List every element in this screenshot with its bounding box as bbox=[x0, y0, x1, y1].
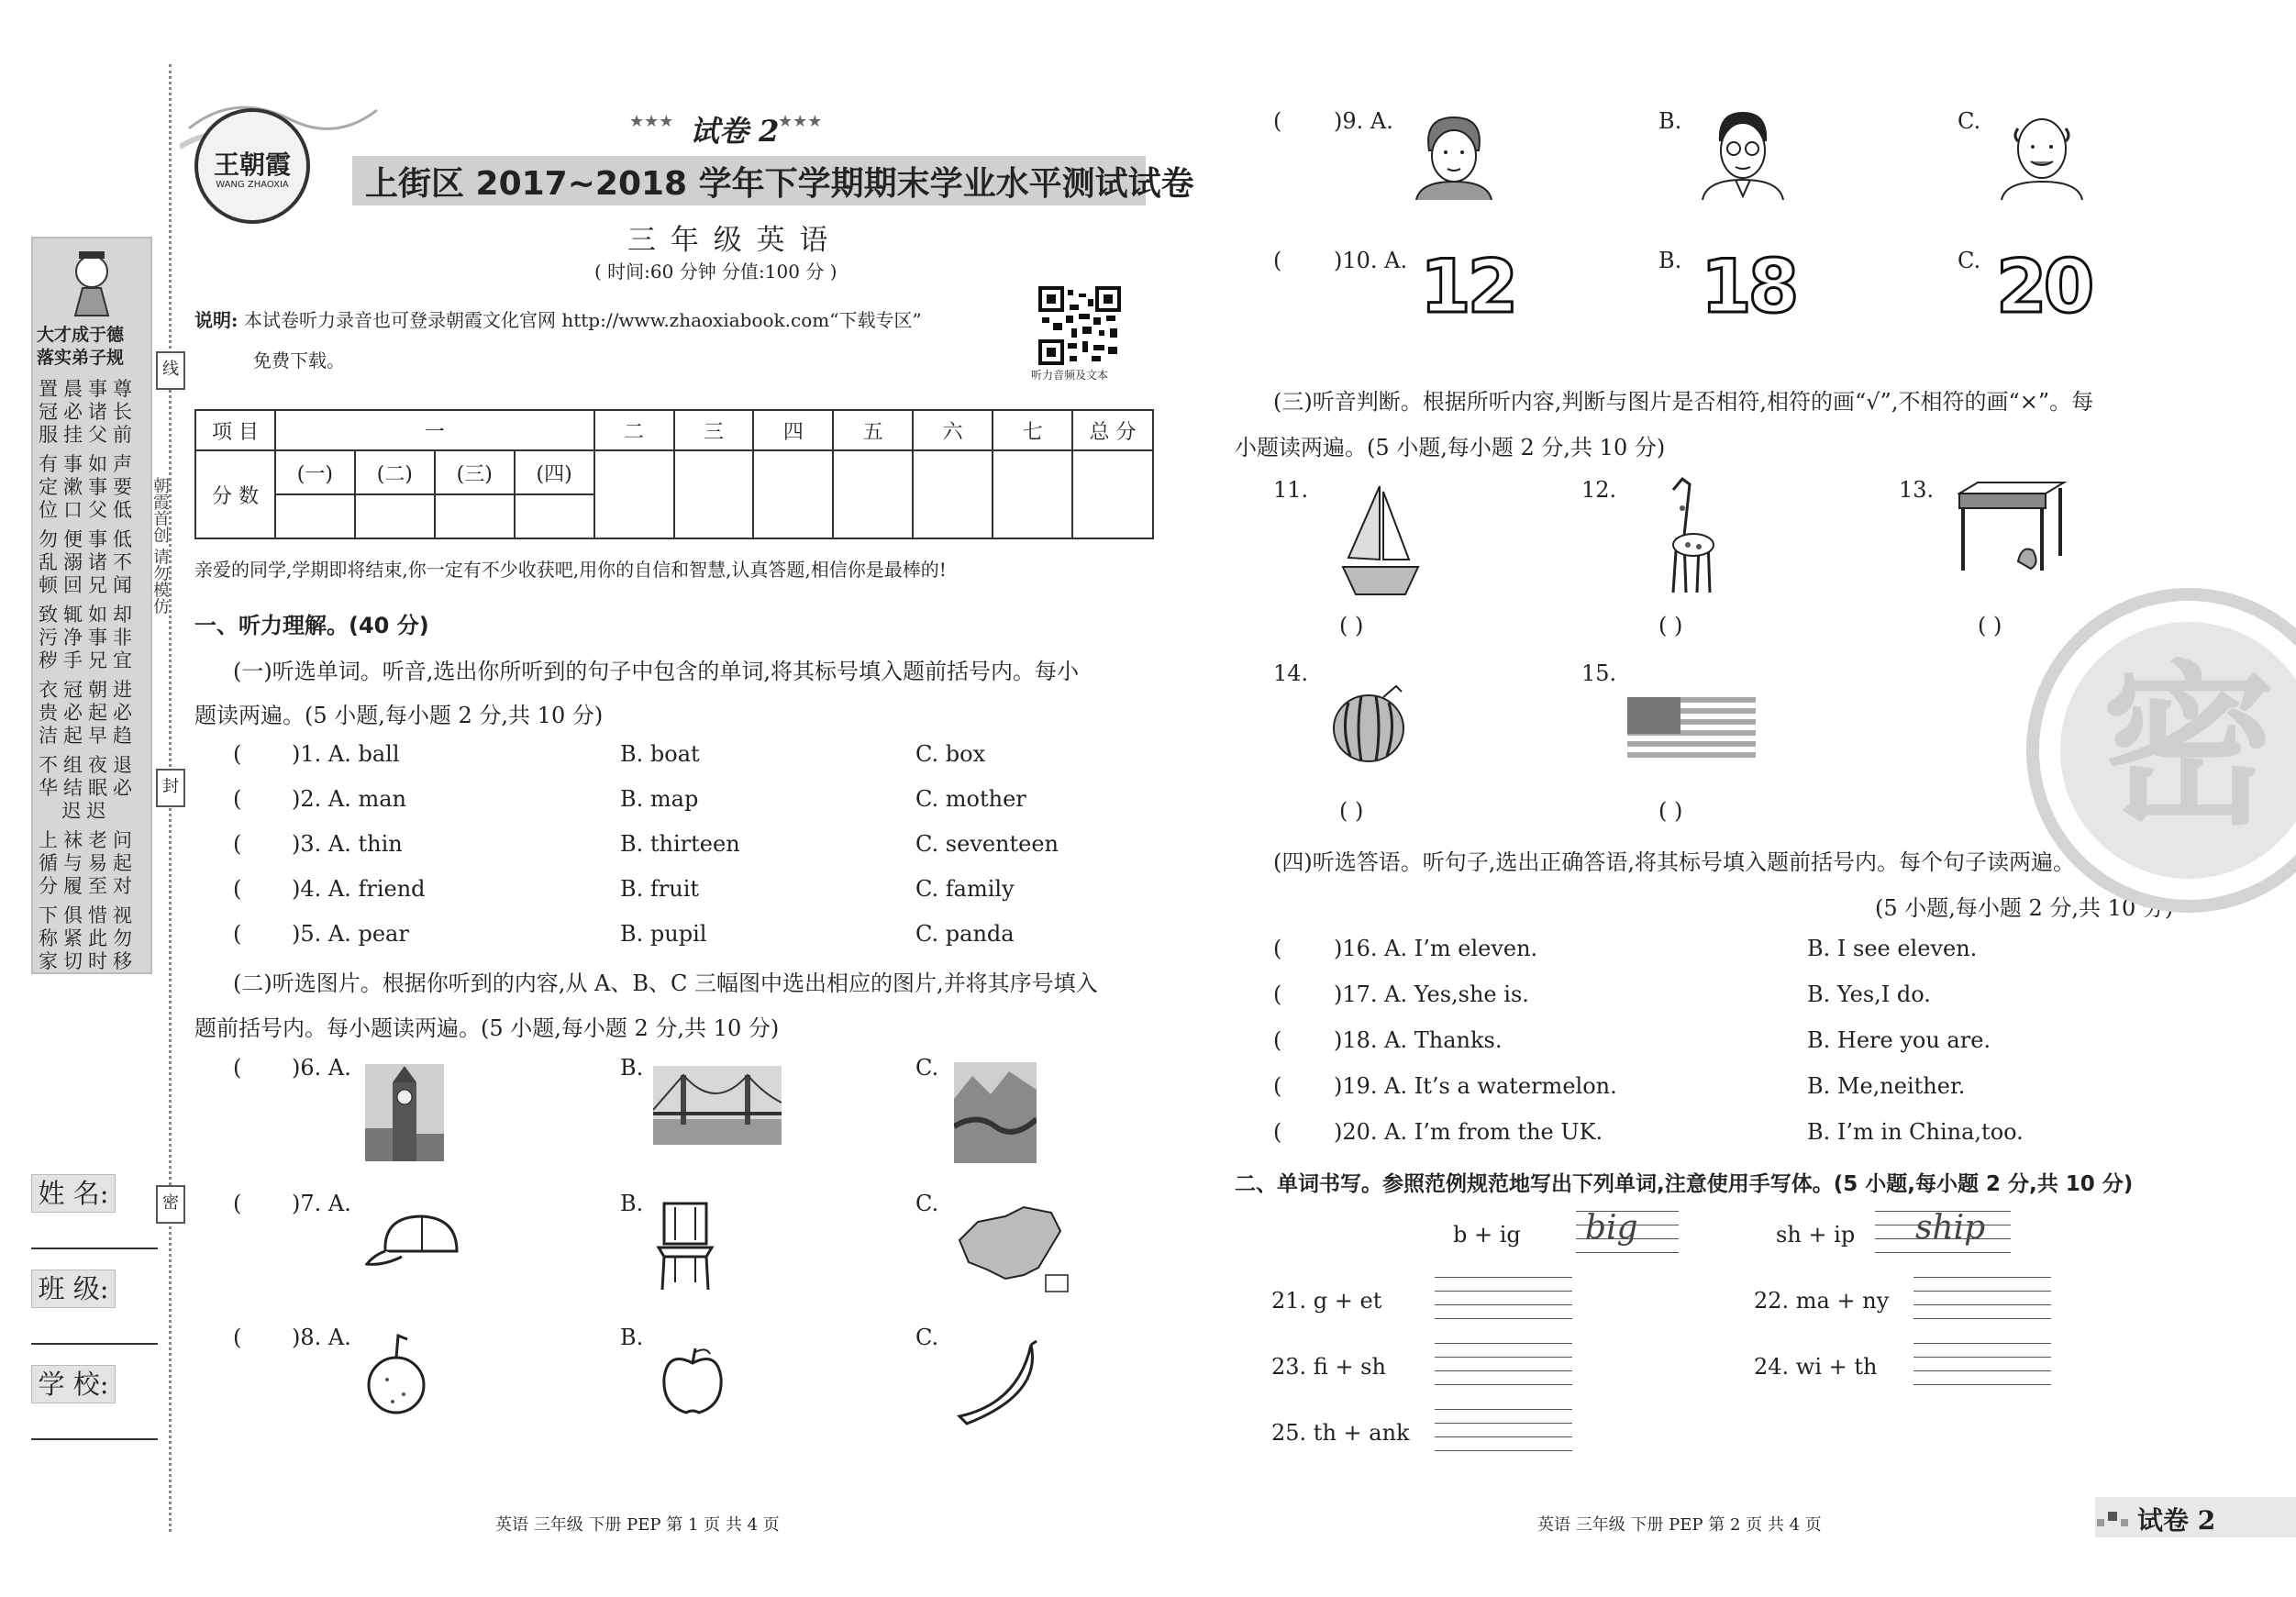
score-cell[interactable] bbox=[355, 494, 435, 538]
logo-subtext: WANG ZHAOXIA bbox=[216, 180, 289, 190]
score-row-label: 分 数 bbox=[195, 450, 275, 538]
name-field[interactable] bbox=[31, 1248, 158, 1249]
open-paren: ( bbox=[233, 921, 242, 947]
open-paren: ( bbox=[1273, 248, 1282, 273]
motto-line: 位口父低 bbox=[39, 499, 138, 521]
orange-icon[interactable] bbox=[365, 1330, 429, 1422]
writing-guide-line bbox=[1875, 1211, 2011, 1212]
motto-line: 不组夜退 bbox=[39, 754, 138, 776]
open-paren: ( bbox=[1273, 1027, 1282, 1053]
motto-line: 服挂父前 bbox=[39, 424, 138, 446]
answer-paren-11[interactable]: ( ) bbox=[1339, 613, 1364, 638]
subject-title: 三 年 级 英 语 bbox=[627, 224, 831, 257]
secret-seal-watermark-icon bbox=[2022, 587, 2296, 914]
q8-option-a-label: )8. A. bbox=[292, 1325, 351, 1350]
example-2-lines bbox=[1875, 1211, 2011, 1255]
item-24-prompt: 24. wi + th bbox=[1754, 1354, 1878, 1380]
writing-guide-line bbox=[1435, 1318, 1572, 1319]
class-field[interactable] bbox=[31, 1343, 158, 1345]
writing-guide-line bbox=[1435, 1409, 1572, 1410]
q1-option-c[interactable]: C. box bbox=[915, 741, 986, 767]
name-label: 姓 名: bbox=[31, 1174, 116, 1213]
giraffe-icon[interactable] bbox=[1657, 471, 1721, 596]
section4-instructions-1: (四)听选答语。听句子,选出正确答语,将其标号填入题前括号内。每个句子读两遍。 bbox=[1273, 849, 2075, 875]
apple-icon[interactable] bbox=[659, 1345, 727, 1418]
q2-option-a[interactable]: )2. A. man bbox=[292, 786, 407, 812]
open-paren: ( bbox=[1273, 1119, 1282, 1145]
q4-option-c[interactable]: C. family bbox=[915, 876, 1015, 902]
item-21-lines[interactable] bbox=[1435, 1277, 1572, 1321]
item-22-lines[interactable] bbox=[1913, 1277, 2051, 1321]
big-ben-photo-icon[interactable] bbox=[365, 1064, 444, 1161]
grandma-icon[interactable] bbox=[1411, 114, 1497, 200]
cut-mark-line: 线 bbox=[156, 351, 185, 390]
motto-panel bbox=[31, 237, 152, 974]
writing-guide-line bbox=[1435, 1304, 1572, 1305]
motto-line: 勿便事低 bbox=[39, 528, 138, 550]
note-label: 说明: bbox=[194, 309, 238, 331]
q9-option-b-label: B. bbox=[1658, 108, 1682, 134]
writing-guide-line bbox=[1913, 1370, 2051, 1371]
q2-option-b[interactable]: B. map bbox=[620, 786, 699, 812]
writing-guide-line bbox=[1913, 1384, 2051, 1385]
school-field[interactable] bbox=[31, 1438, 158, 1440]
q6-option-c-label: C. bbox=[915, 1055, 939, 1081]
motto-line: 秽手兄宜 bbox=[39, 649, 138, 671]
q18-option-b[interactable]: B. Here you are. bbox=[1807, 1027, 1991, 1053]
desk-icon[interactable] bbox=[1958, 481, 2068, 572]
score-cell[interactable] bbox=[594, 450, 674, 538]
writing-guide-line bbox=[1435, 1291, 1572, 1292]
open-paren: ( bbox=[1273, 936, 1282, 961]
score-cell[interactable] bbox=[1072, 450, 1153, 538]
paper-badge bbox=[2095, 1497, 2296, 1537]
q11-number: 11. bbox=[1273, 477, 1309, 503]
motto-line: 迟迟 bbox=[39, 800, 112, 822]
great-wall-photo-icon[interactable] bbox=[954, 1062, 1037, 1163]
example-1-lines bbox=[1576, 1211, 1679, 1255]
number-option-a[interactable]: 12 bbox=[1420, 244, 1515, 329]
header-cell-part5: 五 bbox=[833, 410, 913, 450]
q12-number: 12. bbox=[1581, 477, 1617, 503]
writing-guide-line bbox=[1435, 1423, 1572, 1424]
writing-guide-line bbox=[1576, 1252, 1679, 1253]
motto-line: 致辄如却 bbox=[39, 604, 138, 626]
answer-paren-14[interactable]: ( ) bbox=[1339, 798, 1364, 824]
q9-option-c-label: C. bbox=[1958, 108, 1981, 134]
q13-number: 13. bbox=[1899, 477, 1935, 503]
q6-option-a-label: )6. A. bbox=[292, 1055, 351, 1081]
writing-guide-line bbox=[1435, 1450, 1572, 1451]
motto-line: 洁起早趋 bbox=[39, 725, 138, 747]
section3-instructions-1: (三)听音判断。根据所听内容,判断与图片是否相符,相符的画“√”,不相符的画“×”。每 bbox=[1273, 389, 2094, 415]
q7-option-a-label: )7. A. bbox=[292, 1191, 351, 1216]
q8-option-b-label: B. bbox=[620, 1325, 644, 1350]
q20-option-a[interactable]: )20. A. I’m from the UK. bbox=[1334, 1119, 1603, 1145]
score-table bbox=[194, 409, 1154, 539]
writing-guide-line bbox=[1913, 1277, 2051, 1278]
sailboat-icon[interactable] bbox=[1339, 482, 1422, 598]
open-paren: ( bbox=[233, 1191, 242, 1216]
answer-paren-13[interactable]: ( ) bbox=[1978, 613, 2002, 638]
q7-option-b-label: B. bbox=[620, 1191, 644, 1216]
note-text-2: 免费下载。 bbox=[253, 349, 345, 372]
writing-guide-line bbox=[1435, 1436, 1572, 1437]
example-2-answer: ship bbox=[1915, 1209, 1986, 1247]
motto-line: 衣冠朝进 bbox=[39, 679, 138, 701]
motto-line: 有事如声 bbox=[39, 453, 138, 475]
writing-guide-line bbox=[1913, 1304, 2051, 1305]
binding-margin bbox=[0, 0, 179, 1597]
sub-part-3: (三) bbox=[435, 450, 515, 494]
answer-paren-12[interactable]: ( ) bbox=[1658, 613, 1683, 638]
writing-guide-line bbox=[1913, 1357, 2051, 1358]
q19-option-a[interactable]: )19. A. It’s a watermelon. bbox=[1334, 1073, 1617, 1099]
qr-caption: 听力音频及文本 bbox=[1031, 369, 1109, 382]
badge-squares-icon bbox=[2097, 1508, 2134, 1530]
writing-guide-line bbox=[1576, 1211, 1679, 1212]
stars-right: ★★★ bbox=[778, 112, 823, 131]
open-paren: ( bbox=[1273, 1073, 1282, 1099]
q16-option-b[interactable]: B. I see eleven. bbox=[1807, 936, 1978, 961]
score-cell[interactable] bbox=[515, 494, 594, 538]
q14-number: 14. bbox=[1273, 660, 1309, 686]
seal-note: 朝霞首创 请勿模仿 bbox=[150, 477, 170, 615]
paper-number: 试卷 2 bbox=[690, 114, 780, 149]
q9-option-a-label: )9. A. bbox=[1334, 108, 1393, 134]
answer-paren-15[interactable]: ( ) bbox=[1658, 798, 1683, 824]
number-option-b[interactable]: 18 bbox=[1701, 244, 1796, 329]
open-paren: ( bbox=[233, 1325, 242, 1350]
section2-instructions-2: 题前括号内。每小题读两遍。(5 小题,每小题 2 分,共 10 分) bbox=[194, 1015, 780, 1041]
q10-option-b-label: B. bbox=[1658, 248, 1682, 273]
q5-option-c[interactable]: C. panda bbox=[915, 921, 1015, 947]
header-cell-part3: 三 bbox=[674, 410, 754, 450]
q19-option-b[interactable]: B. Me,neither. bbox=[1807, 1073, 1966, 1099]
motto-heading-1: 大才成于德 bbox=[37, 325, 125, 345]
item-23-lines[interactable] bbox=[1435, 1343, 1572, 1387]
grandpa-icon[interactable] bbox=[1996, 108, 2088, 200]
open-paren: ( bbox=[233, 876, 242, 902]
header-cell-part7: 七 bbox=[993, 410, 1072, 450]
q6-option-b-label: B. bbox=[620, 1055, 644, 1081]
q3-option-a[interactable]: )3. A. thin bbox=[292, 831, 403, 857]
motto-line: 顿回兄闻 bbox=[39, 574, 138, 596]
sub-part-1: (一) bbox=[275, 450, 355, 494]
part1-title: 一、听力理解。(40 分) bbox=[194, 613, 429, 638]
china-map-icon[interactable] bbox=[950, 1203, 1071, 1295]
score-cell[interactable] bbox=[435, 494, 515, 538]
motto-line: 家切时移 bbox=[39, 950, 138, 972]
open-paren: ( bbox=[233, 786, 242, 812]
number-option-c[interactable]: 20 bbox=[1996, 244, 2091, 329]
section1-instructions-1: (一)听选单词。听音,选出你所听到的句子中包含的单词,将其标号填入题前括号内。每小 bbox=[233, 659, 1079, 684]
motto-line: 冠必诸长 bbox=[39, 401, 138, 423]
score-cell[interactable] bbox=[275, 494, 355, 538]
stars-left: ★★★ bbox=[629, 112, 674, 131]
qr-code-icon[interactable] bbox=[1038, 286, 1121, 365]
q20-option-b[interactable]: B. I’m in China,too. bbox=[1807, 1119, 2024, 1145]
example-2-prompt: sh + ip bbox=[1776, 1222, 1856, 1248]
section2-instructions-1: (二)听选图片。根据你听到的内容,从 A、B、C 三幅图中选出相应的图片,并将其序号填入 bbox=[233, 970, 1098, 996]
motto-line: 污净事非 bbox=[39, 627, 138, 649]
q1-option-a[interactable]: )1. A. ball bbox=[292, 741, 400, 767]
score-cell[interactable] bbox=[833, 450, 913, 538]
item-25-prompt: 25. th + ank bbox=[1271, 1420, 1410, 1446]
writing-guide-line bbox=[1435, 1357, 1572, 1358]
header-cell-part4: 四 bbox=[753, 410, 833, 450]
q17-option-a[interactable]: )17. A. Yes,she is. bbox=[1334, 981, 1529, 1007]
score-cell[interactable] bbox=[753, 450, 833, 538]
open-paren: ( bbox=[233, 831, 242, 857]
exam-title: 上街区 2017~2018 学年下学期期末学业水平测试试卷 bbox=[365, 165, 1194, 203]
score-cell[interactable] bbox=[674, 450, 754, 538]
section3-instructions-2: 小题读两遍。(5 小题,每小题 2 分,共 10 分) bbox=[1235, 435, 1666, 460]
footer-left: 英语 三年级 下册 PEP 第 1 页 共 4 页 bbox=[495, 1515, 780, 1535]
motto-line: 华结眠必 bbox=[39, 777, 138, 799]
item-24-lines[interactable] bbox=[1913, 1343, 2051, 1387]
writing-guide-line bbox=[1913, 1343, 2051, 1344]
sub-part-4: (四) bbox=[515, 450, 594, 494]
watermelon-icon[interactable] bbox=[1332, 682, 1411, 765]
example-1-answer: big bbox=[1585, 1209, 1638, 1247]
greeting: 亲爱的同学,学期即将结束,你一定有不少收获吧,用你的自信和智慧,认真答题,相信你是最棒的! bbox=[194, 559, 947, 581]
open-paren: ( bbox=[1273, 108, 1282, 134]
scholar-figure-icon bbox=[64, 244, 119, 317]
cap-icon[interactable] bbox=[365, 1209, 466, 1270]
header-cell-total: 总 分 bbox=[1072, 410, 1153, 450]
motto-heading-2: 落实弟子规 bbox=[37, 348, 125, 368]
q1-option-b[interactable]: B. boat bbox=[620, 741, 700, 767]
motto-line: 分履至对 bbox=[39, 875, 138, 897]
footer-right: 英语 三年级 下册 PEP 第 2 页 共 4 页 bbox=[1537, 1515, 1822, 1535]
header-cell-part6: 六 bbox=[913, 410, 993, 450]
q7-option-c-label: C. bbox=[915, 1191, 939, 1216]
q10-option-a-label: )10. A. bbox=[1334, 248, 1408, 273]
cut-mark-secret: 密 bbox=[156, 1185, 185, 1224]
q15-number: 15. bbox=[1581, 660, 1617, 686]
writing-guide-line bbox=[1875, 1252, 2011, 1253]
open-paren: ( bbox=[1273, 981, 1282, 1007]
open-paren: ( bbox=[233, 741, 242, 767]
note-text: 本试卷听力录音也可登录朝霞文化官网 http://www.zhaoxiabook.com“下载专区” bbox=[244, 309, 922, 331]
man-glasses-icon[interactable] bbox=[1699, 108, 1787, 200]
writing-guide-line bbox=[1435, 1384, 1572, 1385]
writing-guide-line bbox=[1576, 1238, 1679, 1239]
logo bbox=[194, 108, 310, 224]
bridge-photo-icon[interactable] bbox=[653, 1066, 782, 1145]
writing-guide-line bbox=[1435, 1277, 1572, 1278]
time-score: ( 时间:60 分钟 分值:100 分 ) bbox=[594, 261, 837, 283]
item-22-prompt: 22. ma + ny bbox=[1754, 1288, 1890, 1314]
motto-line: 称紧此勿 bbox=[39, 927, 138, 949]
part2-title: 二、单词书写。参照范例规范地写出下列单词,注意使用手写体。(5 小题,每小题 2 分,共 10 分) bbox=[1235, 1172, 2134, 1196]
item-25-lines[interactable] bbox=[1435, 1409, 1572, 1453]
motto-line: 乱溺诸不 bbox=[39, 551, 138, 573]
open-paren: ( bbox=[233, 1055, 242, 1081]
motto-line: 定漱事要 bbox=[39, 476, 138, 498]
section1-instructions-2: 题读两遍。(5 小题,每小题 2 分,共 10 分) bbox=[194, 703, 604, 728]
writing-guide-line bbox=[1913, 1291, 2051, 1292]
writing-guide-line bbox=[1435, 1343, 1572, 1344]
class-label: 班 级: bbox=[31, 1270, 116, 1308]
chair-icon[interactable] bbox=[653, 1200, 717, 1292]
header-cell-part1: 一 bbox=[275, 410, 594, 450]
example-1-prompt: b + ig bbox=[1453, 1222, 1521, 1248]
motto-line: 置晨事尊 bbox=[39, 378, 138, 400]
q8-option-c-label: C. bbox=[915, 1325, 939, 1350]
q5-option-a[interactable]: )5. A. pear bbox=[292, 921, 409, 947]
score-cell[interactable] bbox=[993, 450, 1072, 538]
score-cell[interactable] bbox=[913, 450, 993, 538]
q2-option-c[interactable]: C. mother bbox=[915, 786, 1026, 812]
header-cell-item: 项 目 bbox=[195, 410, 275, 450]
q17-option-b[interactable]: B. Yes,I do. bbox=[1807, 981, 1931, 1007]
q16-option-a[interactable]: )16. A. I’m eleven. bbox=[1334, 936, 1538, 961]
school-label: 学 校: bbox=[31, 1365, 116, 1403]
section4-instructions-2: (5 小题,每小题 2 分,共 10 分) bbox=[1875, 895, 2174, 921]
motto-line: 循与易起 bbox=[39, 852, 138, 874]
motto-line: 下俱惜视 bbox=[39, 904, 138, 926]
writing-guide-line bbox=[1913, 1318, 2051, 1319]
q4-option-b[interactable]: B. fruit bbox=[620, 876, 700, 902]
writing-guide-line bbox=[1435, 1370, 1572, 1371]
us-flag-icon[interactable] bbox=[1627, 697, 1756, 763]
motto-line: 上袜老问 bbox=[39, 829, 138, 851]
badge-text: 试卷 2 bbox=[2137, 1505, 2216, 1536]
q18-option-a[interactable]: )18. A. Thanks. bbox=[1334, 1027, 1503, 1053]
motto-line: 贵必起必 bbox=[39, 702, 138, 724]
logo-text: 王朝霞 bbox=[213, 150, 291, 180]
svg-text:密: 密 bbox=[2101, 646, 2277, 848]
q3-option-c[interactable]: C. seventeen bbox=[915, 831, 1059, 857]
item-21-prompt: 21. g + et bbox=[1271, 1288, 1382, 1314]
cut-mark-seal: 封 bbox=[156, 769, 185, 807]
q10-option-c-label: C. bbox=[1958, 248, 1981, 273]
item-23-prompt: 23. fi + sh bbox=[1271, 1354, 1386, 1380]
q4-option-a[interactable]: )4. A. friend bbox=[292, 876, 426, 902]
q3-option-b[interactable]: B. thirteen bbox=[620, 831, 740, 857]
q5-option-b[interactable]: B. pupil bbox=[620, 921, 707, 947]
banana-icon[interactable] bbox=[954, 1339, 1042, 1425]
writing-guide-line bbox=[1875, 1238, 2011, 1239]
header-cell-part2: 二 bbox=[594, 410, 674, 450]
sub-part-2: (二) bbox=[355, 450, 435, 494]
